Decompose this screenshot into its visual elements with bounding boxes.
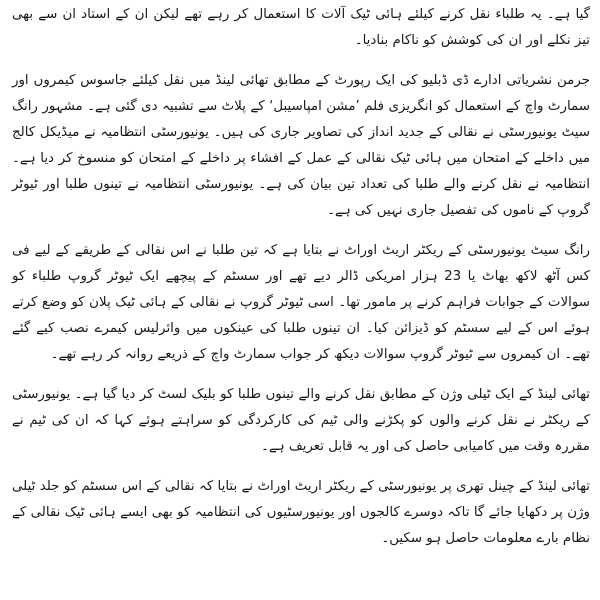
article-paragraph-1: گیا ہے۔ یہ طلباء نقل کرنے کیلئے ہائی ٹیک آلات کا استعمال کر رہے تھے لیکن ان کے استاد ان سے بھی تیز نکلے اور ان کی کوشش کو ناکام بنادیا۔ — [12, 7, 590, 48]
article-paragraph-4: تھائی لینڈ کے ایک ٹیلی وژن کے مطابق نقل کرنے والے تینوں طلبا کو بلیک لسٹ کر دیا گیا ہے۔ یونیورسٹی کے ریکٹر نے نقل کرنے والوں کو پکڑنے والی ٹیم کی کارکردگی کو سراہتے ہوئے کہا کہ ان کی ٹیم نے مقررہ وقت میں کامیابی حاصل کی اور یہ قابل تعریف ہے۔ — [12, 387, 590, 454]
article-paragraph-3: رانگ سیٹ یونیورسٹی کے ریکٹر اریٹ اوراٹ نے بتایا ہے کہ تین طلبا نے اس نقالی کے طریقے کے لیے فی کس آٹھ لاکھ بھاٹ یا 23 ہزار امریکی ڈالر دیے تھے اور سسٹم کے پیچھے ایک ٹیوٹر گروپ طلباء کو سوالات کے جوابات فراہم کرنے پر مامور تھا۔ اسی ٹیوٹر گروپ نے نقالی کے ہائی ٹیک پلان کو وضع کرتے ہوئے اس کے لیے سسٹم کو ڈیزائن کیا۔ ان تینوں طلبا کی عینکوں میں وائرلیس کیمرے نصب کیے گئے تھے۔ ان کیمروں سے ٹیوٹر گروپ سوالات دیکھ کر جواب سمارٹ واچ کے ذریعے روانہ کر رہے تھے۔ — [12, 243, 590, 362]
article-paragraph-2: جرمن نشریاتی ادارے ڈی ڈبلیو کی ایک رپورٹ کے مطابق تھائی لینڈ میں نقل کیلئے جاسوس کیمروں اور سمارٹ واچ کے استعمال کو انگریزی فلم ’مشن امپاسیبل‘ کے پلاٹ سے تشبیہ دی گئی ہے۔ مشہور رانگ سیٹ یونیورسٹی نے نقالی کے جدید انداز کی تصاویر جاری کی ہیں۔ یونیورسٹی انتظامیہ نے میڈیکل کالج میں داخلے کے امتحان میں ہائی ٹیک نقالی کے عمل کے افشاء پر داخلے کے امتحان کو منسوخ کر دیا ہے۔ انتظامیہ نے نقل کرنے والے طلبا کی تعداد تین بیان کی ہے۔ یونیورسٹی انتظامیہ نے تینوں طلبا اور ٹیوٹر گروپ کے ناموں کی تفصیل جاری نہیں کی ہے۔ — [12, 73, 590, 218]
article-paragraph-5: تھائی لینڈ کے چینل تھری پر یونیورسٹی کے ریکٹر اریٹ اوراٹ نے بتایا کہ نقالی کے اس سسٹم کو جلد ٹیلی وژن پر دکھایا جائے گا تاکہ دوسرے کالجوں اور یونیورسٹیوں کی انتظامیہ کو بھی ایسے ہائی ٹیک نقالی کے نظام بارے معلومات حاصل ہو سکیں۔ — [12, 479, 590, 546]
